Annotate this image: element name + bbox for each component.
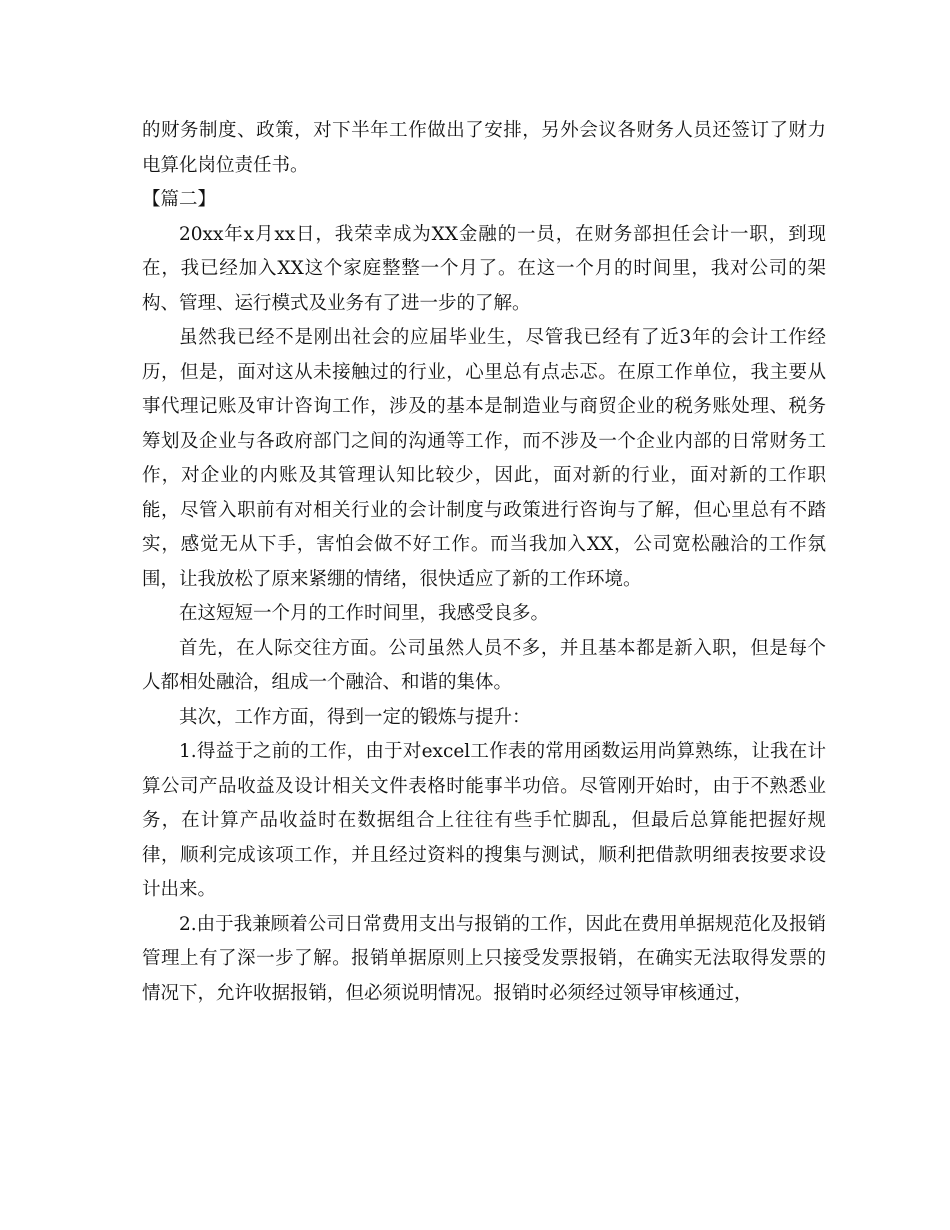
paragraph: 其次，工作方面，得到一定的锻炼与提升： — [179, 706, 531, 728]
paragraph: 首先，在人际交往方面。公司虽然人员不多，并且基本都是新入职，但是每个人都相处融洽，组成一个融洽、和谐的集体。 — [142, 637, 826, 693]
section-heading: 【篇二】 — [142, 189, 217, 210]
list-item-paragraph: 2.由于我兼顾着公司日常费用支出与报销的工作，因此在费用单据规范化及报销管理上有了深一步了解。报销单据原则上只接受发票报销，在确实无法取得发票的情况下，允许收据报销，但必须说明情况。报销时必须经过领导审核通过， — [142, 913, 826, 1004]
list-item-paragraph: 1.得益于之前的工作，由于对excel工作表的常用函数运用尚算熟练，让我在计算公司产品收益及设计相关文件表格时能事半功倍。尽管刚开始时，由于不熟悉业务，在计算产品收益时在数据组合上往往有些手忙脚乱，但最后总算能把握好规律，顺利完成该项工作，并且经过资料的搜集与测试，顺利把借款明细表按要求设计出来。 — [142, 741, 826, 900]
document-body — [142, 114, 826, 1011]
paragraph: 20xx年x月xx日，我荣幸成为XX金融的一员，在财务部担任会计一职，到现在，我已经加入XX这个家庭整整一个月了。在这一个月的时间里，我对公司的架构、管理、运行模式及业务有了进一步的了解。 — [142, 223, 826, 314]
paragraph: 在这短短一个月的工作时间里，我感受良多。 — [179, 603, 550, 624]
paragraph-continuation: 的财务制度、政策，对下半年工作做出了安排，另外会议各财务人员还签订了财力电算化岗位责任书。 — [142, 120, 826, 176]
paragraph: 虽然我已经不是刚出社会的应届毕业生，尽管我已经有了近3年的会计工作经历，但是，面对这从未接触过的行业，心里总有点忐忑。在原工作单位，我主要从事代理记账及审计咨询工作，涉及的基本是制造业与商贸企业的税务账处理、税务筹划及企业与各政府部门之间的沟通等工作，而不涉及一个企业内部的日常财务工作，对企业的内账及其管理认知比较少，因此，面对新的行业，面对新的工作职能，尽管入职前有对相关行业的会计制度与政策进行咨询与了解，但心里总有不踏实，感觉无从下手，害怕会做不好工作。而当我加入XX，公司宽松融洽的工作氛围，让我放松了原来紧绷的情绪，很快适应了新的工作环境。 — [142, 327, 826, 590]
